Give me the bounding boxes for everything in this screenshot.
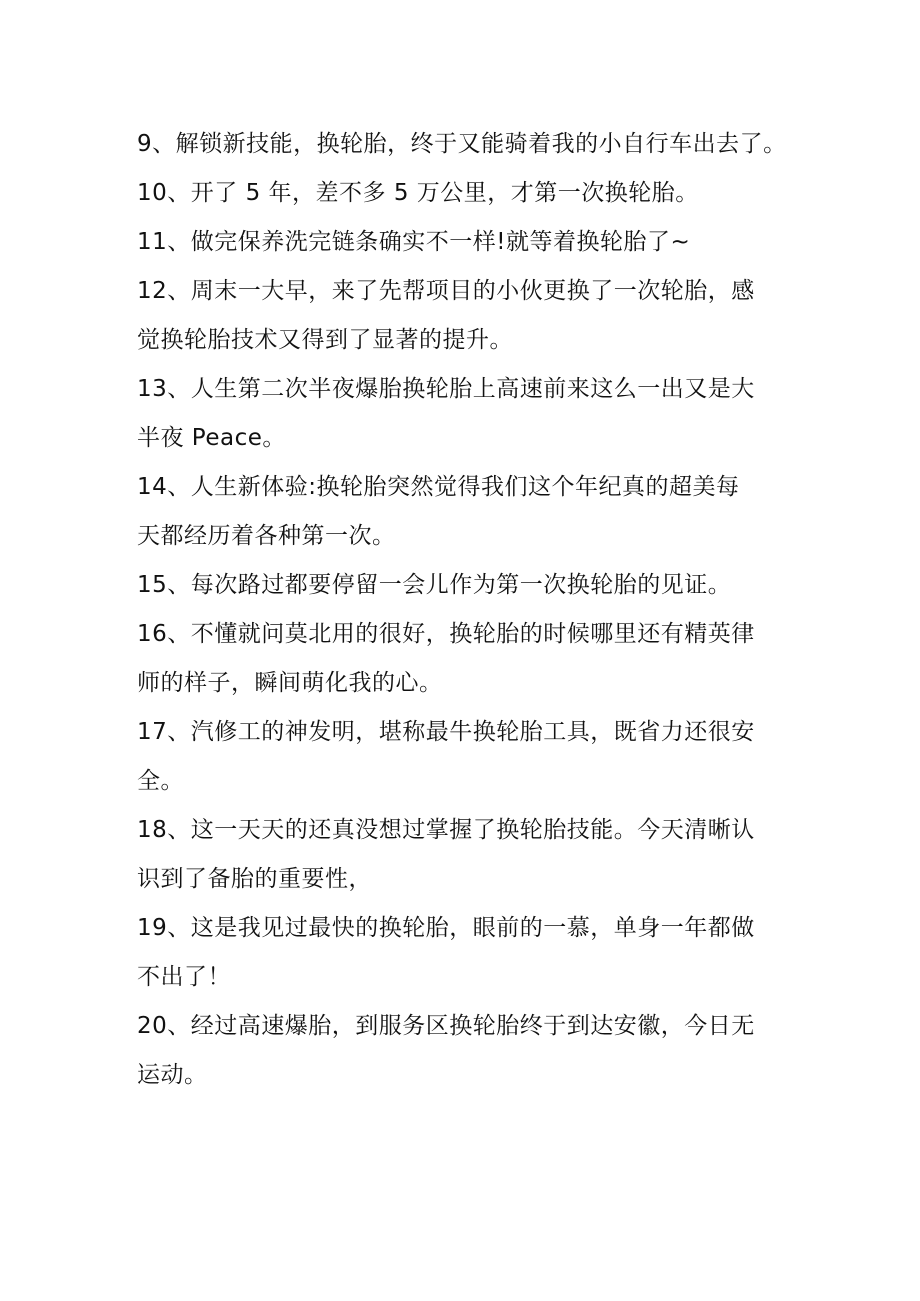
text-line: 11、做完保养洗完链条确实不一样!就等着换轮胎了~ [137,229,691,255]
text-line: 13、人生第二次半夜爆胎换轮胎上高速前来这么一出又是大 [137,376,755,402]
text-line: 19、这是我见过最快的换轮胎，眼前的一慕，单身一年都做 [137,915,755,941]
text-line: 16、不懂就问莫北用的很好，换轮胎的时候哪里还有精英律 [137,621,755,647]
text-line: 不出了！ [137,964,231,990]
text-line: 14、人生新体验:换轮胎突然觉得我们这个年纪真的超美每 [137,474,740,500]
text-line: 半夜 Peace。 [137,425,286,451]
text-line: 天都经历着各种第一次。 [137,523,396,549]
text-line: 9、解锁新技能，换轮胎，终于又能骑着我的小自行车出去了。 [137,131,787,157]
text-line: 师的样子，瞬间萌化我的心。 [137,670,443,696]
text-line: 17、汽修工的神发明，堪称最牛换轮胎工具，既省力还很安 [137,719,755,745]
text-line: 12、周末一大早，来了先帮项目的小伙更换了一次轮胎，感 [137,278,755,304]
text-line: 识到了备胎的重要性， [137,866,372,892]
text-line: 20、经过高速爆胎，到服务区换轮胎终于到达安徽，今日无 [137,1013,755,1039]
text-line: 10、开了 5 年，差不多 5 万公里，才第一次换轮胎。 [137,180,699,206]
text-line: 全。 [137,768,184,794]
document-body [137,120,827,1100]
text-line: 15、每次路过都要停留一会儿作为第一次换轮胎的见证。 [137,572,732,598]
text-line: 运动。 [137,1062,208,1088]
text-line: 18、这一天天的还真没想过掌握了换轮胎技能。今天清晰认 [137,817,755,843]
text-line: 觉换轮胎技术又得到了显著的提升。 [137,327,513,353]
